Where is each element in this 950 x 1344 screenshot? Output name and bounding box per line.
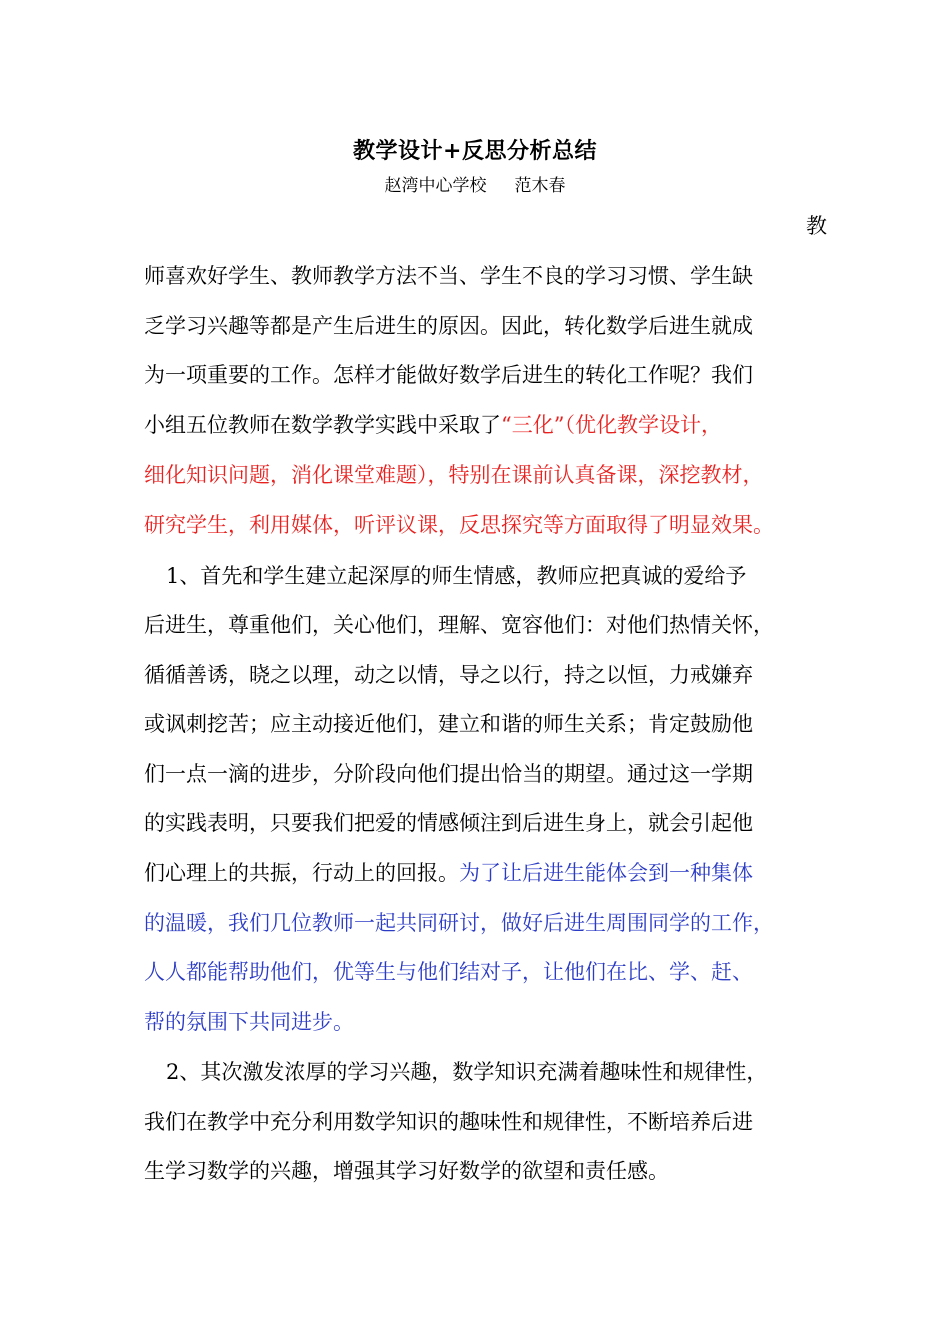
point1-line [166, 561, 746, 591]
text-span: 循循善诱，晓之以理，动之以情，导之以行，持之以恒，力戒嫌弃 [144, 663, 753, 687]
point2-line [144, 1156, 669, 1186]
highlight-red-text: 研究学生，利用媒体，听评议课，反思探究等方面取得了明显效果。 [144, 513, 774, 537]
text-span: 师喜欢好学生、教师教学方法不当、学生不良的学习习惯、学生缺 [144, 264, 753, 288]
text-span: 2、其次激发浓厚的学习兴趣，数学知识充满着趣味性和规律性， [166, 1060, 768, 1084]
intro-line-highlight [144, 460, 764, 490]
point2-line [166, 1057, 767, 1087]
text-span: 为一项重要的工作。怎样才能做好数学后进生的转化工作呢？我们 [144, 363, 753, 387]
highlight-red-text: 细化知识问题，消化课堂难题），特别在课前认真备课，深挖教材， [144, 463, 764, 487]
highlight-blue-text: 人人都能帮助他们，优等生与他们结对子，让他们在比、学、赶、 [144, 960, 753, 984]
point1-line-highlight [144, 1007, 354, 1037]
text-span: 我们在教学中充分利用数学知识的趣味性和规律性，不断培养后进 [144, 1110, 753, 1134]
point2-line [144, 1107, 753, 1137]
point1-line [144, 759, 753, 789]
point1-line [144, 660, 753, 690]
point1-line-highlight [144, 908, 774, 938]
text-span: 们一点一滴的进步，分阶段向他们提出恰当的期望。通过这一学期 [144, 762, 753, 786]
highlight-blue-text: 为了让后进生能体会到一种集体 [459, 861, 753, 885]
text-span: 乏学习兴趣等都是产生后进生的原因。因此，转化数学后进生就成 [144, 314, 753, 338]
point1-line [144, 610, 774, 640]
text-span: 小组五位教师在数学教学实践中采取了 [144, 413, 501, 437]
point1-line [144, 709, 753, 739]
text-span: 或讽刺挖苦；应主动接近他们，建立和谐的师生关系；肯定鼓励他 [144, 712, 753, 736]
author-line [0, 173, 950, 199]
text-span: 后进生，尊重他们，关心他们，理解、宽容他们：对他们热情关怀， [144, 613, 774, 637]
point1-line-highlight [144, 957, 753, 987]
document-title: 教学设计+反思分析总结 [353, 138, 597, 164]
author-name: 范木春 [514, 176, 566, 196]
point1-line [144, 858, 753, 888]
point1-line [144, 808, 753, 838]
text-span: 的实践表明，只要我们把爱的情感倾注到后进生身上，就会引起他 [144, 811, 753, 835]
highlight-blue-text: 的温暖，我们几位教师一起共同研讨，做好后进生周围同学的工作， [144, 911, 774, 935]
text-span: 生学习数学的兴趣，增强其学习好数学的欲望和责任感。 [144, 1159, 669, 1183]
highlight-red-text: “三化”（优化教学设计， [501, 413, 722, 437]
intro-line [144, 311, 753, 341]
school-name: 赵湾中心学校 [384, 176, 487, 196]
intro-line [144, 360, 753, 390]
text-span: 们心理上的共振，行动上的回报。 [144, 861, 459, 885]
text-span: 1、首先和学生建立起深厚的师生情感，教师应把真诚的爱给予 [166, 564, 747, 588]
intro-line [144, 410, 722, 440]
intro-line-highlight [144, 510, 774, 540]
highlight-blue-text: 帮的氛围下共同进步。 [144, 1010, 354, 1034]
intro-line [144, 261, 753, 291]
paragraph-lead-char: 教 [806, 214, 827, 238]
